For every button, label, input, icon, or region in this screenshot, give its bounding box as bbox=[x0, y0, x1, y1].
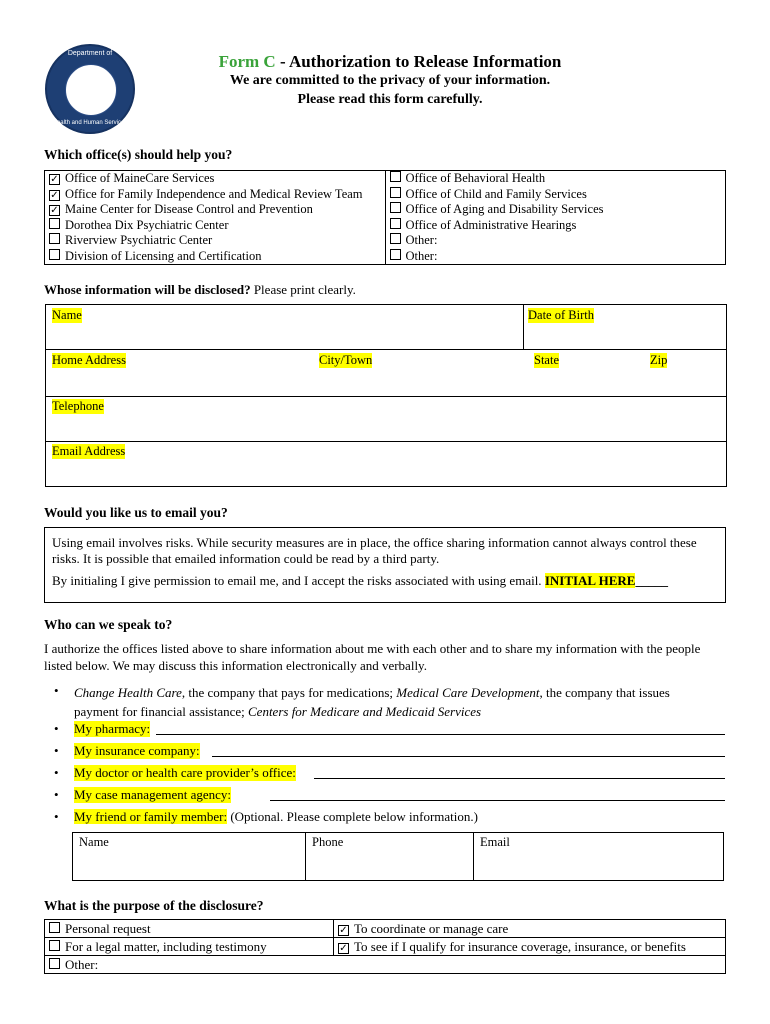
initial-here-label[interactable]: INITIAL HERE bbox=[544, 573, 636, 588]
case-agency-line[interactable] bbox=[270, 800, 725, 801]
bullet: • bbox=[54, 809, 59, 824]
checkbox[interactable]: ✓ bbox=[50, 205, 59, 216]
purpose-option[interactable]: Other: bbox=[45, 956, 726, 974]
email-heading: Would you like us to email you? bbox=[44, 505, 228, 520]
purpose-table bbox=[44, 919, 726, 974]
checkbox[interactable] bbox=[49, 922, 60, 933]
bullet: • bbox=[54, 743, 59, 758]
friend-line: My friend or family member: (Optional. Please complete below information.) bbox=[74, 809, 478, 824]
dob-field[interactable]: Date of Birth bbox=[528, 308, 594, 322]
checkbox[interactable] bbox=[390, 202, 401, 213]
checkbox[interactable]: ✓ bbox=[339, 943, 348, 954]
offices-heading: Which office(s) should help you? bbox=[44, 147, 233, 162]
purpose-option[interactable]: ✓ To see if I qualify for insurance coverage, insurance, or benefits bbox=[334, 938, 726, 956]
email-risk-text: Using email involves risks. While security measures are in place, the office sharing information cannot always control these risks. It is possible that emailed information could be read by a third party. bbox=[52, 535, 697, 566]
insurance-label: My insurance company: bbox=[74, 743, 200, 758]
office-option[interactable]: Division of Licensing and Certification bbox=[49, 249, 381, 265]
checkbox[interactable] bbox=[390, 249, 401, 260]
purpose-heading: What is the purpose of the disclosure? bbox=[44, 898, 264, 913]
subtitle-line-1: We are committed to the privacy of your information. bbox=[229, 73, 551, 88]
subtitle-line-2: Please read this form carefully. bbox=[297, 92, 483, 107]
personal-info-grid bbox=[45, 304, 727, 487]
purpose-option[interactable]: Personal request bbox=[45, 920, 334, 938]
pharmacy-line[interactable] bbox=[156, 734, 725, 735]
office-option[interactable]: ✓ Office for Family Independence and Medical Review Team bbox=[50, 186, 363, 201]
name-field[interactable]: Name bbox=[52, 308, 82, 322]
checkbox[interactable]: ✓ bbox=[50, 174, 59, 185]
initial-line[interactable]: _____ bbox=[635, 573, 668, 588]
page-title bbox=[140, 52, 640, 72]
city-field[interactable]: City/Town bbox=[319, 353, 373, 367]
bullet: • bbox=[54, 683, 59, 698]
contact-phone-cell[interactable]: Phone bbox=[306, 833, 474, 881]
contact-table bbox=[72, 832, 724, 881]
office-option[interactable]: Dorothea Dix Psychiatric Center bbox=[49, 218, 381, 234]
form-label: Form C bbox=[218, 52, 276, 71]
case-agency-label: My case management agency: bbox=[74, 787, 232, 802]
telephone-field[interactable]: Telephone bbox=[52, 399, 104, 413]
checkbox[interactable] bbox=[390, 233, 401, 244]
dhhs-seal-logo bbox=[45, 44, 135, 134]
checkbox[interactable] bbox=[390, 218, 401, 229]
bullet: • bbox=[54, 721, 59, 736]
checkbox[interactable] bbox=[390, 187, 401, 198]
speak-intro: I authorize the offices listed above to share information about me with each other and to share my information with the people listed below. We may discuss this information electronically and verbally. bbox=[44, 641, 701, 673]
home-address-field[interactable]: Home Address bbox=[52, 353, 126, 367]
office-option[interactable]: ✓ Maine Center for Disease Control and Prevention bbox=[50, 202, 313, 216]
contact-name-cell[interactable]: Name bbox=[73, 833, 306, 881]
office-option[interactable]: Office of Aging and Disability Services bbox=[390, 202, 722, 218]
doctor-label: My doctor or health care provider’s office: bbox=[74, 765, 296, 780]
office-option[interactable]: Office of Administrative Hearings bbox=[390, 218, 722, 234]
title-rest: - Authorization to Release Information bbox=[275, 52, 562, 71]
office-option[interactable]: Other: bbox=[390, 249, 722, 265]
office-option[interactable]: Office of Behavioral Health bbox=[390, 171, 722, 187]
offices-table bbox=[44, 170, 726, 265]
bullet: • bbox=[54, 765, 59, 780]
email-permission-text: By initialing I give permission to email me, and I accept the risks associated with using email. INITIAL HERE_____ bbox=[52, 573, 668, 588]
checkbox[interactable] bbox=[49, 218, 60, 229]
purpose-option[interactable]: For a legal matter, including testimony bbox=[45, 938, 334, 956]
seal-emblem bbox=[65, 64, 117, 116]
pharmacy-label: My pharmacy: bbox=[74, 721, 151, 736]
checkbox[interactable] bbox=[49, 958, 60, 969]
checkbox[interactable]: ✓ bbox=[339, 925, 348, 936]
payer-list: Change Health Care, the company that pays for medications; Medical Care Development, the company that issues payment for financial assistance; Centers for Medicare and Medicaid Services bbox=[74, 685, 670, 719]
checkbox[interactable] bbox=[49, 233, 60, 244]
seal-text-bottom: Health and Human Services bbox=[52, 120, 128, 126]
checkbox[interactable]: ✓ bbox=[50, 189, 59, 201]
office-option[interactable]: Riverview Psychiatric Center bbox=[49, 233, 381, 249]
seal-text-top: Department of bbox=[67, 50, 113, 57]
speak-heading: Who can we speak to? bbox=[44, 617, 173, 632]
checkbox[interactable] bbox=[49, 249, 60, 260]
state-field[interactable]: State bbox=[534, 353, 559, 367]
whose-heading: Whose information will be disclosed? Please print clearly. bbox=[44, 282, 356, 297]
office-option[interactable]: Office of Child and Family Services bbox=[390, 187, 722, 203]
zip-field[interactable]: Zip bbox=[650, 353, 668, 367]
contact-email-cell[interactable]: Email bbox=[474, 833, 724, 881]
office-option[interactable]: ✓ Office of MaineCare Services bbox=[50, 171, 215, 185]
bullet: • bbox=[54, 787, 59, 802]
email-field[interactable]: Email Address bbox=[52, 444, 126, 458]
office-option[interactable]: Other: bbox=[390, 233, 722, 249]
checkbox[interactable] bbox=[49, 940, 60, 951]
checkbox[interactable] bbox=[390, 171, 401, 182]
email-consent-box bbox=[44, 527, 726, 603]
doctor-line[interactable] bbox=[314, 778, 725, 779]
offices-right-column bbox=[385, 171, 726, 265]
offices-left-column bbox=[45, 171, 386, 265]
purpose-option[interactable]: ✓ To coordinate or manage care bbox=[334, 920, 726, 938]
insurance-line[interactable] bbox=[212, 756, 725, 757]
